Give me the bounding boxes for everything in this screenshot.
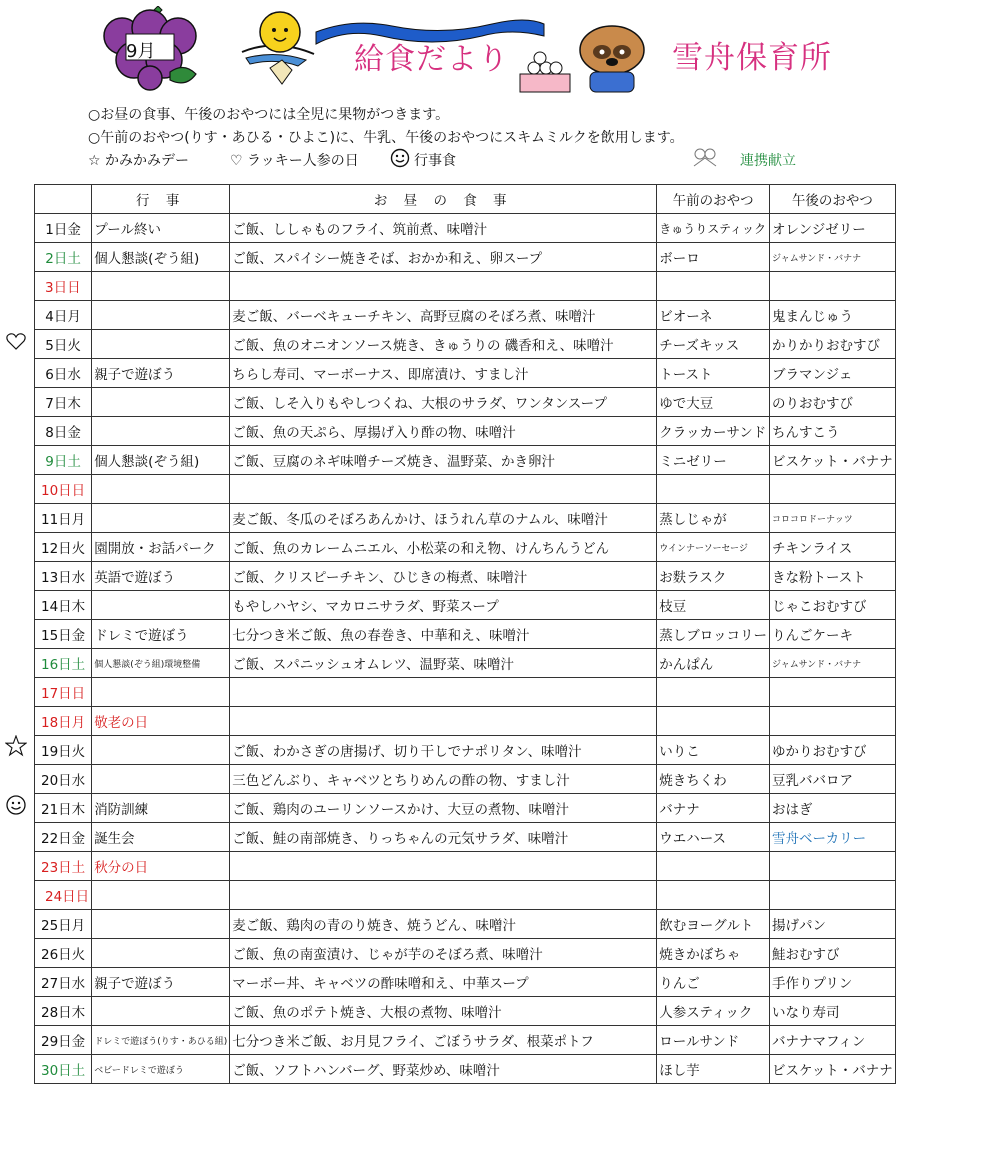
table-row — [35, 707, 896, 736]
am-snack-cell: いりこ — [657, 736, 770, 765]
day-cell: 25日月 — [35, 910, 92, 939]
lunch-cell — [230, 852, 657, 881]
event-cell — [92, 417, 230, 446]
event-cell: 園開放・お話パーク — [92, 533, 230, 562]
month-label: 9月 — [126, 41, 156, 62]
am-snack-cell: 飲むヨーグルト — [657, 910, 770, 939]
table-row — [35, 765, 896, 794]
am-snack-cell: ウインナーソーセージ — [657, 533, 770, 562]
note-milk: ○午前のおやつ(りす・あひる・ひよこ)に、牛乳、午後のおやつにスキムミルクを飲用します。 — [88, 130, 684, 146]
day-cell: 4日月 — [35, 301, 92, 330]
event-cell: プール終い — [92, 214, 230, 243]
event-cell: 英語で遊ぼう — [92, 562, 230, 591]
event-cell — [92, 736, 230, 765]
table-row — [35, 1055, 896, 1084]
tanuki-illustration — [516, 22, 656, 94]
day-cell: 14日木 — [35, 591, 92, 620]
table-row — [35, 852, 896, 881]
pm-snack-cell — [769, 475, 895, 504]
day-cell: 26日火 — [35, 939, 92, 968]
event-cell: 消防訓練 — [92, 794, 230, 823]
event-cell: 秋分の日 — [92, 852, 230, 881]
am-snack-cell: 焼きかぼちゃ — [657, 939, 770, 968]
pm-snack-cell: バナナマフィン — [769, 1026, 895, 1055]
day-cell: 8日金 — [35, 417, 92, 446]
am-snack-cell — [657, 475, 770, 504]
pm-snack-cell — [769, 881, 895, 910]
am-snack-cell: りんご — [657, 968, 770, 997]
pm-snack-cell: オレンジゼリー — [769, 214, 895, 243]
am-snack-cell: バナナ — [657, 794, 770, 823]
pm-snack-cell: 揚げパン — [769, 910, 895, 939]
day-cell: 1日金 — [35, 214, 92, 243]
event-cell — [92, 475, 230, 504]
pm-snack-cell — [769, 678, 895, 707]
lunch-cell: ご飯、魚の南蛮漬け、じゃが芋のそぼろ煮、味噌汁 — [230, 939, 657, 968]
smiley-icon — [390, 148, 410, 168]
pm-snack-cell — [769, 272, 895, 301]
lunch-cell: ご飯、魚のポテト焼き、大根の煮物、味噌汁 — [230, 997, 657, 1026]
pm-snack-cell: きな粉トースト — [769, 562, 895, 591]
pm-snack-cell: ジャムサンド・バナナ — [769, 243, 895, 272]
am-snack-cell: 蒸しブロッコリー — [657, 620, 770, 649]
table-header-row — [35, 185, 896, 214]
pm-snack-cell: 雪舟ベーカリー — [769, 823, 895, 852]
newsletter-title: 給食だより — [354, 42, 509, 77]
table-row — [35, 533, 896, 562]
lunch-cell — [230, 881, 657, 910]
event-cell — [92, 591, 230, 620]
event-cell — [92, 910, 230, 939]
lunch-cell: 麦ご飯、鶏肉の青のり焼き、焼うどん、味噌汁 — [230, 910, 657, 939]
star-icon — [5, 735, 27, 757]
header-day — [35, 185, 92, 214]
day-cell: 15日金 — [35, 620, 92, 649]
school-name: 雪舟保育所 — [672, 40, 832, 76]
renkei-logo-icon — [688, 144, 722, 170]
table-row — [35, 562, 896, 591]
table-row — [35, 301, 896, 330]
lunch-cell: ご飯、スパイシー焼きそば、おかか和え、卵スープ — [230, 243, 657, 272]
table-row — [35, 794, 896, 823]
am-snack-cell — [657, 272, 770, 301]
day-cell: 16日土 — [35, 649, 92, 678]
header-pm-snack: 午後のおやつ — [769, 185, 895, 214]
table-row — [35, 736, 896, 765]
menu-table — [34, 184, 896, 1084]
day-cell: 13日水 — [35, 562, 92, 591]
day-cell: 2日土 — [35, 243, 92, 272]
pm-snack-cell: おはぎ — [769, 794, 895, 823]
pm-snack-cell: のりおむすび — [769, 388, 895, 417]
lunch-cell: マーボー丼、キャベツの酢味噌和え、中華スープ — [230, 968, 657, 997]
pm-snack-cell: ジャムサンド・バナナ — [769, 649, 895, 678]
smiley-icon — [5, 794, 27, 816]
table-row — [35, 359, 896, 388]
day-cell: 7日木 — [35, 388, 92, 417]
table-row — [35, 504, 896, 533]
pm-snack-cell — [769, 707, 895, 736]
pm-snack-cell: 鬼まんじゅう — [769, 301, 895, 330]
am-snack-cell: トースト — [657, 359, 770, 388]
day-cell: 12日火 — [35, 533, 92, 562]
day-cell: 18日月 — [35, 707, 92, 736]
lunch-cell: ご飯、クリスピーチキン、ひじきの梅煮、味噌汁 — [230, 562, 657, 591]
table-row — [35, 388, 896, 417]
event-cell: 個人懇談(ぞう組) — [92, 243, 230, 272]
day-cell: 3日日 — [35, 272, 92, 301]
event-cell: ドレミで遊ぼう — [92, 620, 230, 649]
am-snack-cell: 蒸しじゃが — [657, 504, 770, 533]
lunch-cell: 麦ご飯、バーベキューチキン、高野豆腐のそぼろ煮、味噌汁 — [230, 301, 657, 330]
am-snack-cell — [657, 881, 770, 910]
pm-snack-cell: じゃこおむすび — [769, 591, 895, 620]
day-cell: 22日金 — [35, 823, 92, 852]
event-cell: 親子で遊ぼう — [92, 359, 230, 388]
am-snack-cell: クラッカーサンド — [657, 417, 770, 446]
am-snack-cell: お麩ラスク — [657, 562, 770, 591]
event-cell: 敬老の日 — [92, 707, 230, 736]
table-row — [35, 243, 896, 272]
day-cell: 30日土 — [35, 1055, 92, 1084]
day-cell: 29日金 — [35, 1026, 92, 1055]
pm-snack-cell: 手作りプリン — [769, 968, 895, 997]
event-cell — [92, 272, 230, 301]
table-row — [35, 678, 896, 707]
am-snack-cell — [657, 852, 770, 881]
lunch-cell: 三色どんぶり、キャベツとちりめんの酢の物、すまし汁 — [230, 765, 657, 794]
table-row — [35, 417, 896, 446]
event-cell: 親子で遊ぼう — [92, 968, 230, 997]
am-snack-cell: チーズキッス — [657, 330, 770, 359]
am-snack-cell: きゅうりスティック — [657, 214, 770, 243]
lunch-cell: 七分つき米ご飯、魚の春巻き、中華和え、味噌汁 — [230, 620, 657, 649]
pm-snack-cell: 豆乳ババロア — [769, 765, 895, 794]
am-snack-cell: ゆで大豆 — [657, 388, 770, 417]
am-snack-cell — [657, 678, 770, 707]
legend-renkei: 連携献立 — [740, 153, 796, 169]
pm-snack-cell: ビスケット・バナナ — [769, 446, 895, 475]
table-row — [35, 591, 896, 620]
am-snack-cell: かんぱん — [657, 649, 770, 678]
note-fruit: ○お昼の食事、午後のおやつには全児に果物がつきます。 — [88, 107, 450, 123]
pm-snack-cell: いなり寿司 — [769, 997, 895, 1026]
lunch-cell: ご飯、しそ入りもやしつくね、大根のサラダ、ワンタンスープ — [230, 388, 657, 417]
lunch-cell: ご飯、スパニッシュオムレツ、温野菜、味噌汁 — [230, 649, 657, 678]
day-cell: 6日水 — [35, 359, 92, 388]
event-cell: 誕生会 — [92, 823, 230, 852]
event-cell — [92, 678, 230, 707]
am-snack-cell — [657, 707, 770, 736]
event-cell — [92, 765, 230, 794]
table-row — [35, 272, 896, 301]
table-row — [35, 330, 896, 359]
menu-body — [35, 214, 896, 1084]
am-snack-cell: 焼きちくわ — [657, 765, 770, 794]
lunch-cell — [230, 272, 657, 301]
header-event: 行 事 — [92, 185, 230, 214]
event-cell — [92, 997, 230, 1026]
event-cell — [92, 330, 230, 359]
lunch-cell: ご飯、豆腐のネギ味噌チーズ焼き、温野菜、かき卵汁 — [230, 446, 657, 475]
lunch-cell: ご飯、魚の天ぷら、厚揚げ入り酢の物、味噌汁 — [230, 417, 657, 446]
lunch-cell: 七分つき米ご飯、お月見フライ、ごぼうサラダ、根菜ポトフ — [230, 1026, 657, 1055]
event-cell: ドレミで遊ぼう(りす・あひる組) — [92, 1026, 230, 1055]
lunch-cell: 麦ご飯、冬瓜のそぼろあんかけ、ほうれん草のナムル、味噌汁 — [230, 504, 657, 533]
lunch-cell: ご飯、魚のカレームニエル、小松菜の和え物、けんちんうどん — [230, 533, 657, 562]
am-snack-cell: 人参スティック — [657, 997, 770, 1026]
table-row — [35, 968, 896, 997]
lunch-cell: ご飯、ししゃものフライ、筑前煮、味噌汁 — [230, 214, 657, 243]
table-row — [35, 881, 896, 910]
day-cell: 27日水 — [35, 968, 92, 997]
event-cell: 個人懇談(ぞう組) — [92, 446, 230, 475]
table-row — [35, 649, 896, 678]
am-snack-cell: ほし芋 — [657, 1055, 770, 1084]
pm-snack-cell: ゆかりおむすび — [769, 736, 895, 765]
header-lunch: お 昼 の 食 事 — [230, 185, 657, 214]
lunch-cell — [230, 475, 657, 504]
pm-snack-cell: チキンライス — [769, 533, 895, 562]
am-snack-cell: ビオーネ — [657, 301, 770, 330]
table-row — [35, 446, 896, 475]
event-cell: 個人懇談(ぞう組)環境整備 — [92, 649, 230, 678]
lunch-cell: ちらし寿司、マーボーナス、即席漬け、すまし汁 — [230, 359, 657, 388]
day-cell: 20日水 — [35, 765, 92, 794]
legend-event-meal: 行事食 — [414, 153, 456, 169]
table-row — [35, 823, 896, 852]
lunch-cell — [230, 707, 657, 736]
day-cell: 10日日 — [35, 475, 92, 504]
table-row — [35, 910, 896, 939]
day-cell: 24日日 — [35, 881, 92, 910]
day-cell: 28日木 — [35, 997, 92, 1026]
pm-snack-cell: 鮭おむすび — [769, 939, 895, 968]
day-cell: 17日日 — [35, 678, 92, 707]
day-cell: 5日火 — [35, 330, 92, 359]
event-cell — [92, 881, 230, 910]
lunch-cell: もやしハヤシ、マカロニサラダ、野菜スープ — [230, 591, 657, 620]
am-snack-cell: ボーロ — [657, 243, 770, 272]
lunch-cell: ご飯、鶏肉のユーリンソースかけ、大豆の煮物、味噌汁 — [230, 794, 657, 823]
day-cell: 21日木 — [35, 794, 92, 823]
pm-snack-cell: コロコロドーナッツ — [769, 504, 895, 533]
header-am-snack: 午前のおやつ — [657, 185, 770, 214]
sun-illustration — [236, 8, 316, 88]
am-snack-cell: 枝豆 — [657, 591, 770, 620]
pm-snack-cell: ビスケット・バナナ — [769, 1055, 895, 1084]
table-row — [35, 620, 896, 649]
table-row — [35, 475, 896, 504]
table-row — [35, 1026, 896, 1055]
lunch-cell: ご飯、鮭の南部焼き、りっちゃんの元気サラダ、味噌汁 — [230, 823, 657, 852]
pm-snack-cell: りんごケーキ — [769, 620, 895, 649]
lunch-cell: ご飯、ソフトハンバーグ、野菜炒め、味噌汁 — [230, 1055, 657, 1084]
lunch-cell: ご飯、わかさぎの唐揚げ、切り干しでナポリタン、味噌汁 — [230, 736, 657, 765]
event-cell — [92, 301, 230, 330]
pm-snack-cell: ちんすこう — [769, 417, 895, 446]
lunch-cell — [230, 678, 657, 707]
pm-snack-cell: ブラマンジェ — [769, 359, 895, 388]
legend-kamikami: ☆ かみかみデー — [88, 153, 190, 169]
lunch-cell: ご飯、魚のオニオンソース焼き、きゅうりの 磯香和え、味噌汁 — [230, 330, 657, 359]
day-cell: 19日火 — [35, 736, 92, 765]
table-row — [35, 997, 896, 1026]
am-snack-cell: ロールサンド — [657, 1026, 770, 1055]
am-snack-cell: ウエハース — [657, 823, 770, 852]
day-cell: 11日月 — [35, 504, 92, 533]
day-cell: 9日土 — [35, 446, 92, 475]
heart-icon — [5, 330, 27, 352]
am-snack-cell: ミニゼリー — [657, 446, 770, 475]
event-cell: ベビードレミで遊ぼう — [92, 1055, 230, 1084]
event-cell — [92, 388, 230, 417]
pm-snack-cell: かりかりおむすび — [769, 330, 895, 359]
pm-snack-cell — [769, 852, 895, 881]
table-row — [35, 214, 896, 243]
event-cell — [92, 504, 230, 533]
table-row — [35, 939, 896, 968]
day-cell: 23日土 — [35, 852, 92, 881]
legend-lucky-carrot: ♡ ラッキー人参の日 — [230, 153, 359, 169]
event-cell — [92, 939, 230, 968]
